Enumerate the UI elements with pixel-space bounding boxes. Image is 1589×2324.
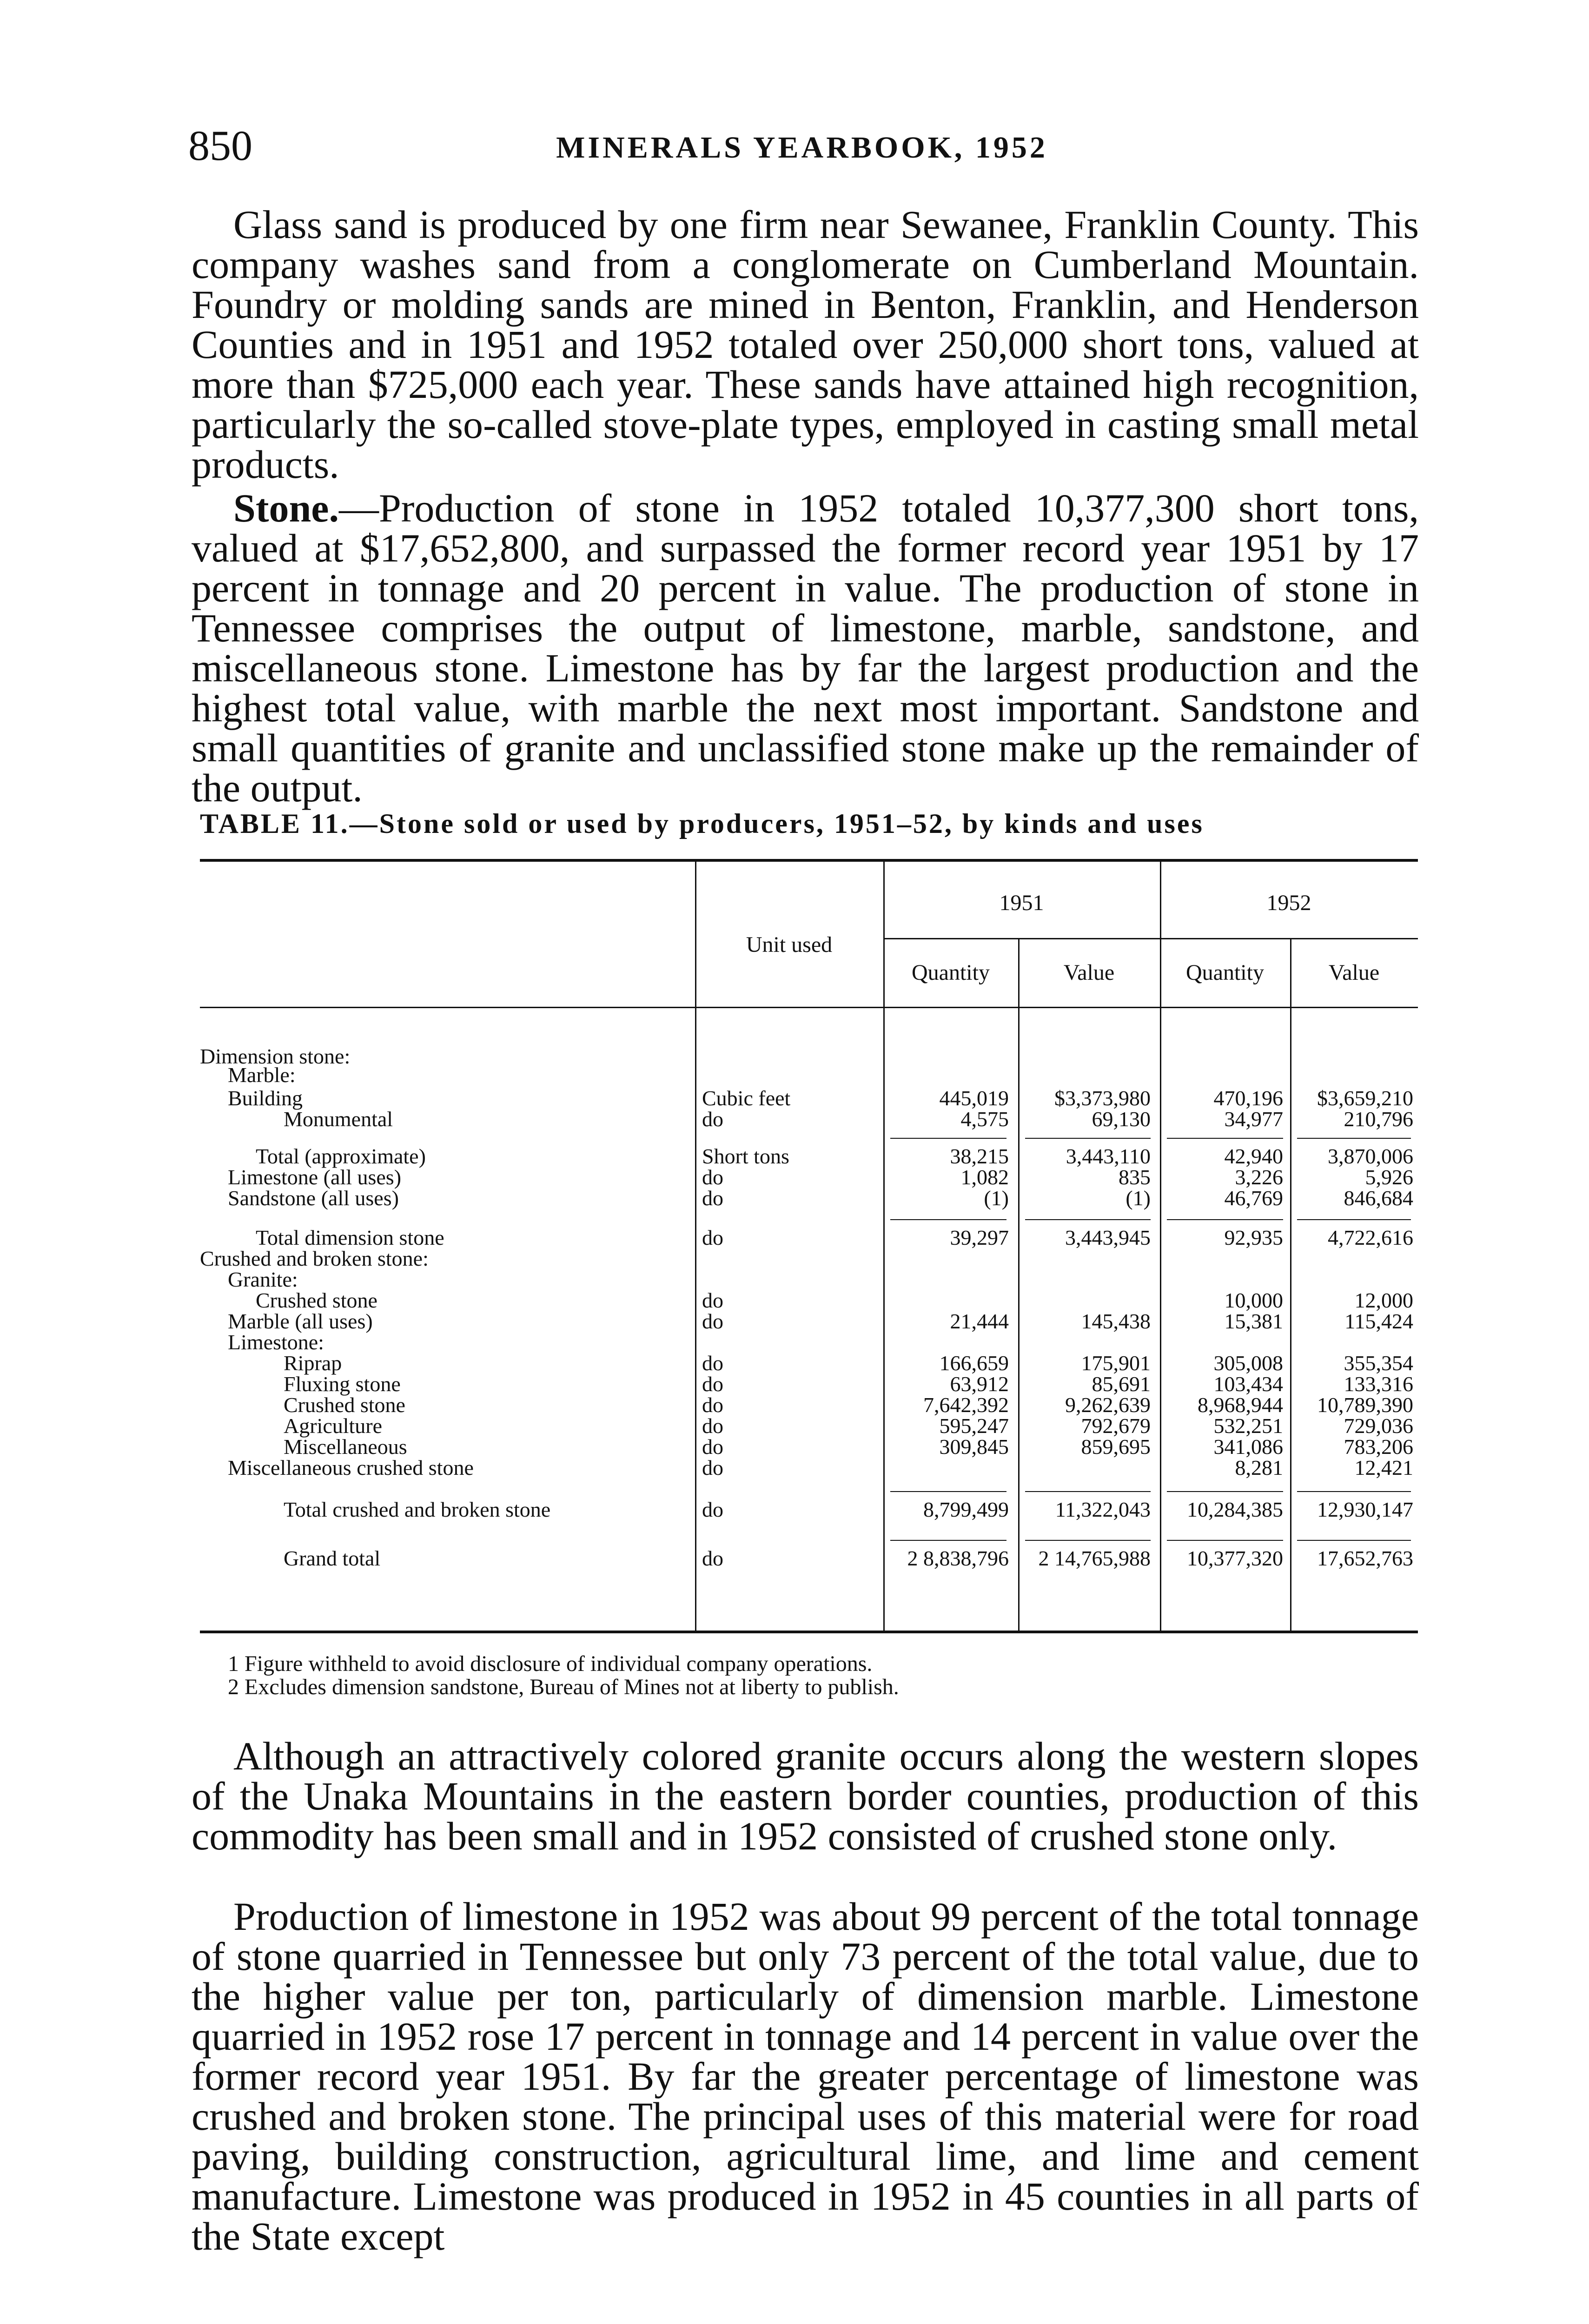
cell-v51: 835 (1119, 1165, 1151, 1189)
cell-q51: 166,659 (939, 1351, 1009, 1375)
cell-v52: 12,421 (1354, 1456, 1413, 1479)
cell-q52: 34,977 (1224, 1107, 1283, 1131)
cell-v52: 210,796 (1344, 1107, 1413, 1131)
cell-q52: 10,000 (1224, 1288, 1283, 1312)
row-label: Limestone: (228, 1330, 324, 1354)
row-label: Miscellaneous crushed stone (228, 1456, 474, 1479)
footnotes (228, 1652, 1418, 1699)
row-label: Agriculture (284, 1414, 383, 1438)
cell-unit: do (702, 1226, 723, 1249)
header-quantity-1952: Quantity (1186, 960, 1264, 985)
cell-v51: 175,901 (1081, 1351, 1151, 1375)
stone-body: —Production of stone in 1952 totaled 10,377,300 short tons, valued at $17,652,800, and surpassed the former record year 1951 by 17 percent in tonnage and 20 percent in value. The production of stone in Tennessee comprises the output of limestone, marble, sandstone, and miscellaneous stone. Limestone has by far the largest production and the highest total value, with marble the next most important. Sandstone and small quantities of granite and unclassified stone make up the remainder of the output. (192, 486, 1419, 810)
row-label: Dimension stone: (200, 1044, 351, 1068)
row-label: Limestone (all uses) (228, 1165, 402, 1189)
cell-q52: 15,381 (1224, 1309, 1283, 1333)
cell-v51: 9,262,639 (1065, 1393, 1151, 1417)
stone-heading: Stone. (233, 486, 339, 530)
cell-q52: 46,769 (1224, 1186, 1283, 1210)
cell-q52: 8,968,944 (1198, 1393, 1283, 1417)
row-label: Building (228, 1086, 303, 1110)
row-label: Marble: (228, 1063, 296, 1087)
cell-v52: 115,424 (1344, 1309, 1413, 1333)
cell-v52: 12,930,147 (1317, 1498, 1413, 1521)
cell-unit: do (702, 1456, 723, 1479)
cell-q51: 21,444 (950, 1309, 1009, 1333)
paragraph-stone (192, 488, 1419, 808)
cell-unit: do (702, 1351, 723, 1375)
cell-v51: 11,322,043 (1055, 1498, 1151, 1521)
cell-v52: 355,354 (1344, 1351, 1413, 1375)
cell-unit: do (702, 1372, 723, 1396)
row-label: Miscellaneous (284, 1435, 407, 1459)
row-label: Fluxing stone (284, 1372, 401, 1396)
paragraph-granite: Although an attractively colored granite occurs along the western slopes of the Unaka Mountains in the eastern border counties, production of this commodity has been small and in 1952 consisted of crushed stone only. (192, 1734, 1419, 1858)
cell-q51: 39,297 (950, 1226, 1009, 1249)
cell-q52: 8,281 (1235, 1456, 1283, 1479)
cell-q51: 63,912 (950, 1372, 1009, 1396)
cell-v51: 2 14,765,988 (1038, 1546, 1151, 1570)
row-label: Grand total (284, 1546, 381, 1570)
row-label: Crushed and broken stone: (200, 1247, 429, 1270)
cell-unit: do (702, 1165, 723, 1189)
cell-v51: 85,691 (1092, 1372, 1151, 1396)
header-unit-used: Unit used (746, 932, 833, 957)
table-caption: TABLE 11.—Stone sold or used by producers, 1951–52, by kinds and uses (200, 808, 1204, 839)
cell-q51: 8,799,499 (923, 1498, 1009, 1521)
paragraph-limestone: Production of limestone in 1952 was about 99 percent of the total tonnage of stone quarried in Tennessee but only 73 percent of the total value, due to the higher value per ton, particularly of dimension marble. Limestone quarried in 1952 rose 17 percent in tonnage and 14 percent in value over the former record year 1951. By far the greater percentage of limestone was crushed and broken stone. The principal uses of this material were for road paving, building construction, agricultural lime, and lime and cement manufacture. Limestone was produced in 1952 in 45 counties in all parts of the State except (192, 1894, 1419, 2258)
cell-v52: 133,316 (1344, 1372, 1413, 1396)
cell-v52: 729,036 (1344, 1414, 1413, 1438)
cell-v52: 10,789,390 (1317, 1393, 1413, 1417)
cell-v51: 3,443,945 (1065, 1226, 1151, 1249)
paragraph-glass-sand: Glass sand is produced by one firm near Sewanee, Franklin County. This company washes sand from a conglomerate on Cumberland Mountain. Foundry or molding sands are mined in Benton, Franklin, and Henderson Counties and in 1951 and 1952 totaled over 250,000 short tons, valued at more than $725,000 each year. These sands have attained high recognition, particularly the so-called stove-plate types, employed in casting small metal products. (192, 202, 1419, 487)
row-label: Total crushed and broken stone (284, 1498, 551, 1521)
cell-v52: 12,000 (1354, 1288, 1413, 1312)
cell-q52: 305,008 (1213, 1351, 1283, 1375)
cell-unit: do (702, 1393, 723, 1417)
stone-table (200, 859, 1418, 1637)
cell-v52: 783,206 (1344, 1435, 1413, 1459)
row-label: Riprap (284, 1351, 342, 1375)
cell-q51: (1) (984, 1186, 1009, 1210)
cell-q51: 2 8,838,796 (907, 1546, 1009, 1570)
cell-v51: 69,130 (1092, 1107, 1151, 1131)
cell-q52: 3,226 (1235, 1165, 1283, 1189)
cell-q51: 445,019 (939, 1086, 1009, 1110)
cell-q52: 341,086 (1213, 1435, 1283, 1459)
cell-q51: 4,575 (960, 1107, 1009, 1131)
row-label: Total (approximate) (256, 1144, 426, 1168)
cell-q52: 103,434 (1213, 1372, 1283, 1396)
row-label: Crushed stone (284, 1393, 405, 1417)
footnote-1: 1 Figure withheld to avoid disclosure of individual company operations. (228, 1651, 873, 1676)
cell-q52: 92,935 (1224, 1226, 1283, 1249)
cell-v51: (1) (1126, 1186, 1151, 1210)
cell-v51: 859,695 (1081, 1435, 1151, 1459)
row-label: Total dimension stone (256, 1226, 444, 1249)
cell-v51: 792,679 (1081, 1414, 1151, 1438)
cell-v52: $3,659,210 (1317, 1086, 1413, 1110)
header-quantity-1951: Quantity (912, 960, 990, 985)
cell-unit: do (702, 1107, 723, 1131)
cell-unit: do (702, 1414, 723, 1438)
cell-q51: 595,247 (939, 1414, 1009, 1438)
cell-v52: 4,722,616 (1328, 1226, 1413, 1249)
row-label: Monumental (284, 1107, 393, 1131)
running-title: MINERALS YEARBOOK, 1952 (556, 131, 1048, 165)
cell-v52: 5,926 (1365, 1165, 1413, 1189)
cell-unit: do (702, 1546, 723, 1570)
header-1952: 1952 (1266, 891, 1311, 915)
row-label: Marble (all uses) (228, 1309, 373, 1333)
header-value-1952: Value (1328, 960, 1380, 985)
cell-v51: 145,438 (1081, 1309, 1151, 1333)
header-1951: 1951 (999, 891, 1044, 915)
cell-v52: 846,684 (1344, 1186, 1413, 1210)
cell-q52: 10,377,320 (1187, 1546, 1283, 1570)
cell-q51: 309,845 (939, 1435, 1009, 1459)
header-bottom-rule (200, 1007, 1418, 1008)
row-label: Granite: (228, 1268, 298, 1291)
footnote-2: 2 Excludes dimension sandstone, Bureau of Mines not at liberty to publish. (228, 1675, 899, 1699)
cell-q52: 42,940 (1224, 1144, 1283, 1168)
cell-unit: do (702, 1309, 723, 1333)
row-label: Crushed stone (256, 1288, 377, 1312)
page-header (188, 121, 1416, 177)
cell-q52: 532,251 (1213, 1414, 1283, 1438)
cell-v52: 17,652,763 (1317, 1546, 1413, 1570)
cell-unit: do (702, 1288, 723, 1312)
cell-unit: Short tons (702, 1144, 789, 1168)
table-top-rule (200, 859, 1418, 862)
cell-q52: 10,284,385 (1187, 1498, 1283, 1521)
cell-q51: 7,642,392 (923, 1393, 1009, 1417)
cell-v51: 3,443,110 (1066, 1144, 1151, 1168)
cell-unit: do (702, 1186, 723, 1210)
cell-unit: do (702, 1498, 723, 1521)
cell-unit: Cubic feet (702, 1086, 791, 1110)
cell-q51: 1,082 (960, 1165, 1009, 1189)
table-bottom-rule (200, 1631, 1418, 1633)
header-value-1951: Value (1063, 960, 1115, 985)
cell-q52: 470,196 (1213, 1086, 1283, 1110)
cell-q51: 38,215 (950, 1144, 1009, 1168)
row-label: Sandstone (all uses) (228, 1186, 399, 1210)
cell-v51: $3,373,980 (1054, 1086, 1151, 1110)
page-number: 850 (188, 122, 252, 169)
cell-unit: do (702, 1435, 723, 1459)
cell-v52: 3,870,006 (1328, 1144, 1413, 1168)
